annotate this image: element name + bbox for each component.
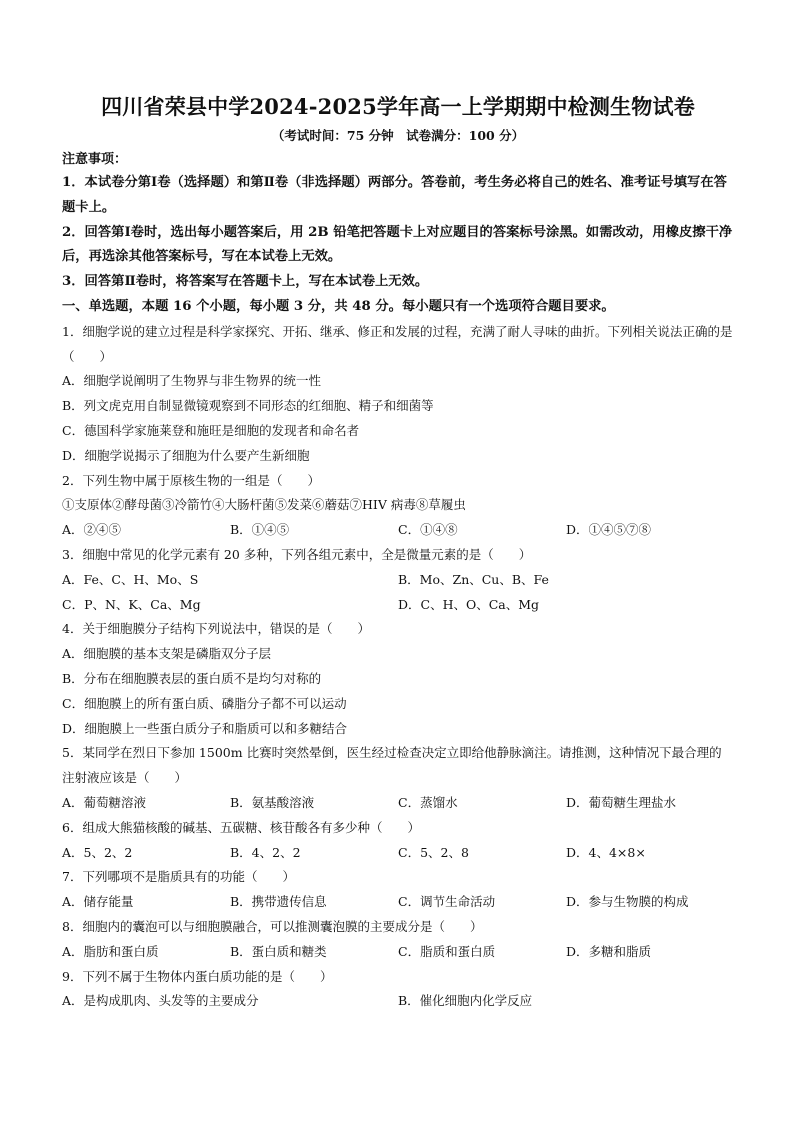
question-8-option-a: A．脂肪和蛋白质 bbox=[62, 943, 159, 959]
question-9-stem: 9．下列不属于生物体内蛋白质功能的是（ ） bbox=[62, 968, 333, 984]
question-7-option-b: B．携带遗传信息 bbox=[230, 894, 327, 910]
question-4-stem: 4．关于细胞膜分子结构下列说法中，错误的是（ ） bbox=[62, 621, 370, 637]
section-heading: 一、单选题，本题 16 个小题，每小题 3 分，共 48 分。每小题只有一个选项符合题目要求。 bbox=[62, 298, 615, 314]
question-6-options bbox=[62, 841, 734, 866]
question-5-option-a: A．葡萄糖溶液 bbox=[62, 794, 147, 810]
exam-subtitle: （考试时间：75 分钟 试卷满分：100 分） bbox=[271, 128, 525, 143]
question-3-option-a: A．Fe、C、H、Mo、S bbox=[62, 571, 199, 587]
notes-heading: 注意事项： bbox=[62, 152, 128, 167]
question-2-options bbox=[62, 518, 734, 543]
note-item-1: 1．本试卷分第Ⅰ卷（选择题）和第Ⅱ卷（非选择题）两部分。答卷前，考生务必将自己的姓名、准考证号填写在答题卡上。 bbox=[62, 175, 727, 215]
question-8-stem: 8．细胞内的囊泡可以与细胞膜融合，可以推测囊泡膜的主要成分是（ ） bbox=[62, 918, 483, 934]
question-7-option-d: D．参与生物膜的构成 bbox=[566, 894, 689, 910]
note-item-3: 3．回答第Ⅱ卷时，将答案写在答题卡上，写在本试卷上无效。 bbox=[62, 274, 429, 290]
question-4-option-c: C．细胞膜上的所有蛋白质、磷脂分子都不可以运动 bbox=[62, 695, 347, 711]
question-3-options-row-2 bbox=[62, 593, 734, 618]
question-9-option-b: B．催化细胞内化学反应 bbox=[398, 993, 533, 1009]
question-7-stem: 7．下列哪项不是脂质具有的功能（ ） bbox=[62, 869, 295, 885]
question-7-option-c: C．调节生命活动 bbox=[398, 894, 496, 910]
question-2-option-b: B．①④⑤ bbox=[230, 522, 290, 538]
question-7-options bbox=[62, 890, 734, 915]
question-8-option-d: D．多糖和脂质 bbox=[566, 943, 652, 959]
question-3-option-b: B．Mo、Zn、Cu、B、Fe bbox=[398, 571, 549, 587]
question-5-stem: 5．某同学在烈日下参加 1500m 比赛时突然晕倒，医生经过检查决定立即给他静脉滴注。请推测，这种情况下最合理的注射液应该是（ ） bbox=[62, 745, 722, 786]
question-3-option-c: C．P、N、K、Ca、Mg bbox=[62, 596, 201, 612]
question-2-option-d: D．①④⑤⑦⑧ bbox=[566, 522, 652, 538]
question-6-option-d: D．4、4×8× bbox=[566, 844, 646, 860]
question-6-option-c: C．5、2、8 bbox=[398, 844, 469, 860]
question-6-stem: 6．组成大熊猫核酸的碱基、五碳糖、核苷酸各有多少种（ ） bbox=[62, 819, 420, 835]
question-2-option-a: A．②④⑤ bbox=[62, 522, 122, 538]
note-item-2: 2．回答第Ⅰ卷时，选出每小题答案后，用 2B 铅笔把答题卡上对应题目的答案标号涂黑。如需改动，用橡皮擦干净后，再选涂其他答案标号，写在本试卷上无效。 bbox=[62, 224, 733, 265]
question-3-option-d: D．C、H、O、Ca、Mg bbox=[398, 596, 540, 612]
question-6-option-a: A．5、2、2 bbox=[62, 844, 133, 860]
question-4-option-b: B．分布在细胞膜表层的蛋白质不是均匀对称的 bbox=[62, 670, 322, 686]
question-8-option-c: C．脂质和蛋白质 bbox=[398, 943, 496, 959]
question-3-stem: 3．细胞中常见的化学元素有 20 多种，下列各组元素中，全是微量元素的是（ ） bbox=[62, 546, 532, 562]
question-1-option-c: C．德国科学家施莱登和施旺是细胞的发现者和命名者 bbox=[62, 422, 360, 438]
question-1-stem: 1．细胞学说的建立过程是科学家探究、开拓、继承、修正和发展的过程，充满了耐人寻味的曲折。下列相关说法正确的是（ ） bbox=[62, 323, 733, 364]
question-4-option-a: A．细胞膜的基本支架是磷脂双分子层 bbox=[62, 646, 272, 662]
question-5-option-d: D．葡萄糖生理盐水 bbox=[566, 794, 677, 810]
question-1-option-a: A．细胞学说阐明了生物界与非生物界的统一性 bbox=[62, 373, 322, 389]
question-1-option-b: B．列文虎克用自制显微镜观察到不同形态的红细胞、精子和细菌等 bbox=[62, 398, 434, 414]
question-3-options-row-1 bbox=[62, 568, 734, 593]
question-1-option-d: D．细胞学说揭示了细胞为什么要产生新细胞 bbox=[62, 447, 310, 463]
question-2-stem: 2．下列生物中属于原核生物的一组是（ ） bbox=[62, 472, 320, 488]
question-5-option-c: C．蒸馏水 bbox=[398, 794, 458, 810]
question-9-options-row-1 bbox=[62, 989, 734, 1014]
question-9-option-a: A．是构成肌肉、头发等的主要成分 bbox=[62, 993, 259, 1009]
exam-title: 四川省荣县中学2024-2025学年高一上学期期中检测生物试卷 bbox=[101, 94, 695, 119]
exam-page bbox=[62, 92, 734, 1014]
question-8-options bbox=[62, 940, 734, 965]
question-2-organism-list: ①支原体②酵母菌③冷箭竹④大肠杆菌⑤发菜⑥蘑菇⑦HIV 病毒⑧草履虫 bbox=[62, 497, 466, 513]
question-5-option-b: B．氨基酸溶液 bbox=[230, 794, 315, 810]
question-8-option-b: B．蛋白质和糖类 bbox=[230, 943, 327, 959]
question-7-option-a: A．储存能量 bbox=[62, 894, 134, 910]
question-6-option-b: B．4、2、2 bbox=[230, 844, 301, 860]
question-2-option-c: C．①④⑧ bbox=[398, 522, 458, 538]
question-4-option-d: D．细胞膜上一些蛋白质分子和脂质可以和多糖结合 bbox=[62, 720, 348, 736]
question-5-options bbox=[62, 791, 734, 816]
